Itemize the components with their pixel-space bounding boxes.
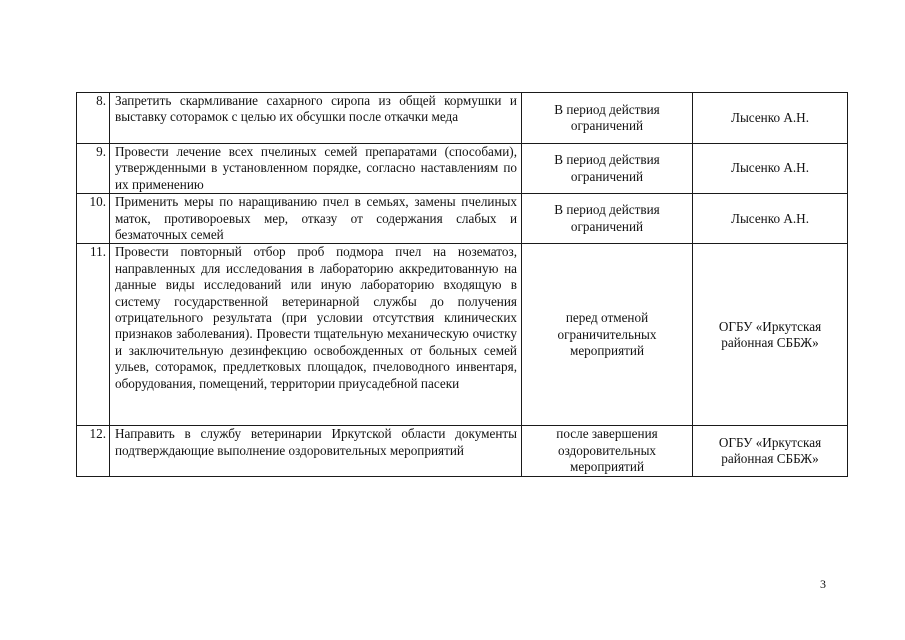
row-responsible: ОГБУ «Иркутская районная СББЖ» [693,244,848,426]
row-number: 8. [77,93,110,144]
row-action: Направить в службу ветеринарии Иркутской области документы подтверждающие выполнение оздоровительных мероприятий [110,426,522,476]
row-responsible: Лысенко А.Н. [693,93,848,144]
measures-table [76,92,848,477]
table-row [77,93,848,144]
row-term: В период действия ограничений [522,144,693,194]
table-row [77,194,848,244]
row-number: 11. [77,244,110,426]
row-action: Провести лечение всех пчелиных семей препаратами (способами), утвержденными в установленном порядке, согласно наставлениям по их применению [110,144,522,194]
row-term: В период действия ограничений [522,194,693,244]
row-responsible: Лысенко А.Н. [693,144,848,194]
row-term: В период действия ограничений [522,93,693,144]
row-term: после завершения оздоровительных мероприятий [522,426,693,476]
row-action: Провести повторный отбор проб подмора пчел на нозематоз, направленных для исследования в лабораторию аккредитованную на данные виды исследований или иную лабораторию входящую в систему государственной ветеринарной службы до получения отрицательного результата (при условии отсутствия клинических признаков заболевания). Провести тщательную механическую очистку и заключительную дезинфекцию освобожденных от больных семей ульев, соторамок, предлетковых площадок, пчеловодного инвентаря, оборудования, помещений, территории приусадебной пасеки [110,244,522,426]
table-row [77,244,848,426]
row-number: 12. [77,426,110,476]
table-row [77,426,848,476]
row-number: 10. [77,194,110,244]
page-number: 3 [820,577,826,591]
row-responsible: ОГБУ «Иркутская районная СББЖ» [693,426,848,476]
row-number: 9. [77,144,110,194]
row-term: перед отменой ограничительных мероприятий [522,244,693,426]
row-responsible: Лысенко А.Н. [693,194,848,244]
row-action: Запретить скармливание сахарного сиропа из общей кормушки и выставку соторамок с целью их обсушки после откачки меда [110,93,522,144]
table-row [77,144,848,194]
row-action: Применить меры по наращиванию пчел в семьях, замены пчелиных маток, противороевых мер, отказу от содержания слабых и безматочных семей [110,194,522,244]
